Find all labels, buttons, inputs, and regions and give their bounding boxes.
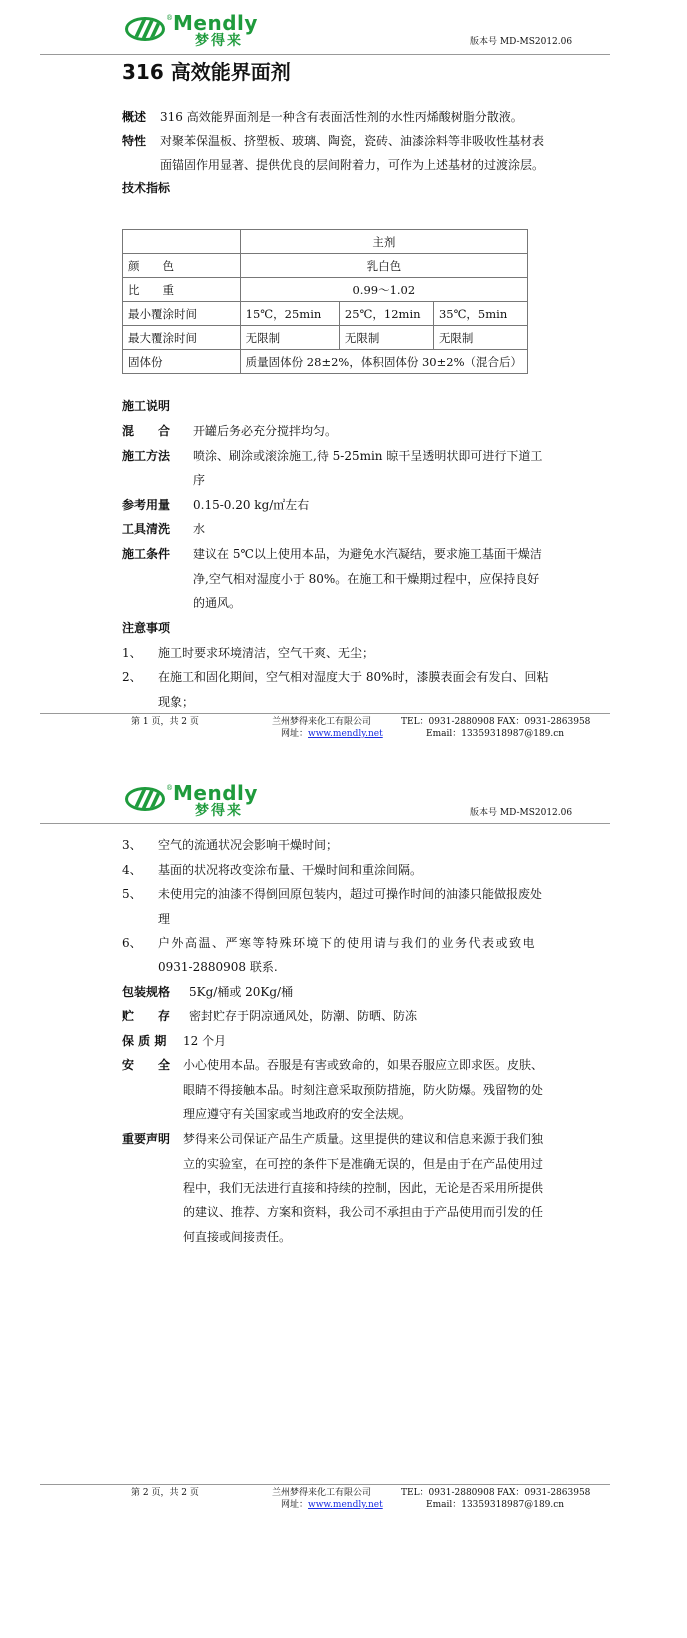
table-row [123, 254, 528, 278]
table-cell [123, 230, 241, 254]
note-text: 在施工和固化期间，空气相对湿度大于 80%时，漆膜表面会有发白、回粘 [158, 670, 549, 684]
note-number: 2、 [122, 670, 142, 684]
table-cell: 比 重 [123, 278, 241, 302]
packaging-label: 包装规格 [122, 985, 171, 999]
item-text: 0.15-0.20 kg/㎡左右 [193, 498, 310, 512]
table-cell: 25℃，12min [339, 302, 433, 326]
item-label: 混 合 [122, 424, 171, 438]
item-text: 序 [193, 473, 206, 487]
website [281, 1500, 383, 1511]
notes-heading: 注意事项 [122, 621, 171, 635]
footer-divider [40, 713, 610, 714]
fax: FAX：0931-2863958 [497, 1488, 591, 1498]
table-cell: 15℃，25min [240, 302, 339, 326]
page-number: 第 1 页，共 2 页 [131, 717, 199, 727]
disclaimer-text: 何直接或间接责任。 [183, 1230, 292, 1244]
company-name: 兰州梦得来化工有限公司 [272, 1488, 372, 1498]
website [281, 729, 383, 740]
item-text: 净,空气相对湿度小于 80%。在施工和干燥期过程中，应保持良好 [193, 572, 540, 586]
disclaimer-text: 程中，我们无法进行直接和持续的控制，因此，无论是否采用所提供 [183, 1181, 544, 1195]
note-number: 1、 [122, 646, 142, 660]
page-title: 316 高效能界面剂 [122, 60, 291, 84]
item-text: 水 [193, 522, 206, 536]
brand-name-cn: 梦得来 [195, 803, 243, 819]
note-text: 基面的状况将改变涂布量、干燥时间和重涂间隔。 [158, 863, 423, 877]
tel: TEL：0931-2880908 [401, 717, 495, 727]
item-text: 喷涂、刷涂或滚涂施工,待 5-25min 晾干呈透明状即可进行下道工 [193, 449, 543, 463]
disclaimer-text: 立的实验室，在可控的条件下是准确无误的，但是由于在产品使用过 [183, 1157, 544, 1171]
version-number: 版本号 MD-MS2012.06 [470, 808, 573, 818]
packaging-text: 5Kg/桶或 20Kg/桶 [189, 985, 294, 999]
item-label: 施工方法 [122, 449, 171, 463]
table-row [123, 302, 528, 326]
tech-heading: 技术指标 [122, 181, 171, 195]
disclaimer-text: 的建议、推荐、方案和资料，我公司不承担由于产品使用而引发的任 [183, 1205, 544, 1219]
table-row [123, 326, 528, 350]
header-divider [40, 823, 610, 824]
registered-mark: ® [166, 14, 173, 22]
footer-divider [40, 1484, 610, 1485]
safety-text: 小心使用本品。吞服是有害或致命的，如果吞服应立即求医。皮肤、 [183, 1058, 544, 1072]
safety-label: 安 全 [122, 1058, 171, 1072]
table-cell: 0.99～1.02 [240, 278, 527, 302]
item-label: 工具清洗 [122, 522, 171, 536]
page-number: 第 2 页，共 2 页 [131, 1488, 199, 1498]
website-link[interactable]: www.mendly.net [308, 729, 383, 739]
storage-text: 密封贮存于阴凉通风处，防潮、防晒、防冻 [189, 1009, 418, 1023]
table-cell: 无限制 [240, 326, 339, 350]
table-cell: 无限制 [433, 326, 527, 350]
storage-label: 贮 存 [122, 1009, 171, 1023]
note-number: 3、 [122, 838, 142, 852]
website-link[interactable]: www.mendly.net [308, 1500, 383, 1510]
brand-logo [125, 781, 275, 819]
safety-text: 理应遵守有关国家或当地政府的安全法规。 [183, 1107, 412, 1121]
website-label: 网址： [281, 729, 309, 739]
header-divider [40, 54, 610, 55]
overview-label: 概述 [122, 110, 147, 124]
disclaimer-label: 重要声明 [122, 1132, 171, 1146]
brand-name: Mendly [173, 781, 258, 805]
safety-text: 眼睛不得接触本品。时刻注意采取预防措施，防火防爆。残留物的处 [183, 1083, 544, 1097]
overview-text: 316 高效能界面剂是一种含有表面活性剂的水性丙烯酸树脂分散液。 [160, 110, 523, 124]
logo-emblem-icon [125, 17, 165, 41]
note-text: 施工时要求环境清洁，空气干爽、无尘； [158, 646, 375, 660]
registered-mark: ® [166, 784, 173, 792]
shelf-life-text: 12 个月 [183, 1034, 227, 1048]
item-text: 建议在 5℃以上使用本品，为避免水汽凝结，要求施工基面干燥洁 [193, 547, 542, 561]
table-cell: 无限制 [339, 326, 433, 350]
email: Email：13359318987@189.cn [426, 729, 565, 739]
table-header-row [123, 230, 528, 254]
logo-emblem-icon [125, 787, 165, 811]
note-text: 理 [158, 912, 171, 926]
table-cell: 35℃，5min [433, 302, 527, 326]
table-row [123, 278, 528, 302]
note-text: 空气的流通状况会影响干燥时间； [158, 838, 339, 852]
note-text: 未使用完的油漆不得倒回原包装内，超过可操作时间的油漆只能做报废处 [158, 887, 543, 901]
table-row [123, 350, 528, 374]
note-text: 户外高温、严寒等特殊环境下的使用请与我们的业务代表或致电 [158, 936, 537, 950]
table-header-cell: 主剂 [240, 230, 527, 254]
tel: TEL：0931-2880908 [401, 1488, 495, 1498]
item-label: 施工条件 [122, 547, 171, 561]
brand-name-cn: 梦得来 [195, 33, 243, 49]
shelf-life-label: 保 质 期 [122, 1034, 167, 1048]
table-cell: 最大覆涂时间 [123, 326, 241, 350]
version-number: 版本号 MD-MS2012.06 [470, 37, 573, 47]
company-name: 兰州梦得来化工有限公司 [272, 717, 372, 727]
table-cell: 最小覆涂时间 [123, 302, 241, 326]
fax: FAX：0931-2863958 [497, 717, 591, 727]
item-text: 的通风。 [193, 596, 242, 610]
features-line: 对聚苯保温板、挤塑板、玻璃、陶瓷，瓷砖、油漆涂料等非吸收性基材表 [160, 134, 545, 148]
construction-heading: 施工说明 [122, 399, 171, 413]
note-text: 现象； [158, 695, 195, 709]
item-text: 开罐后务必充分搅拌均匀。 [193, 424, 338, 438]
table-cell: 乳白色 [240, 254, 527, 278]
item-label: 参考用量 [122, 498, 171, 512]
note-number: 5、 [122, 887, 142, 901]
email: Email：13359318987@189.cn [426, 1500, 565, 1510]
features-line: 面锚固作用显著、提供优良的层间附着力，可作为上述基材的过渡涂层。 [160, 158, 545, 172]
brand-name: Mendly [173, 11, 258, 35]
table-cell: 颜 色 [123, 254, 241, 278]
note-text: 0931-2880908 联系. [158, 960, 278, 974]
brand-logo [125, 11, 275, 49]
spec-table [122, 229, 528, 374]
note-number: 6、 [122, 936, 142, 950]
website-label: 网址： [281, 1500, 309, 1510]
table-cell: 质量固体份 28±2%，体积固体份 30±2%（混合后） [240, 350, 527, 374]
features-label: 特性 [122, 134, 147, 148]
disclaimer-text: 梦得来公司保证产品生产质量。这里提供的建议和信息来源于我们独 [183, 1132, 544, 1146]
table-cell: 固体份 [123, 350, 241, 374]
note-number: 4、 [122, 863, 142, 877]
